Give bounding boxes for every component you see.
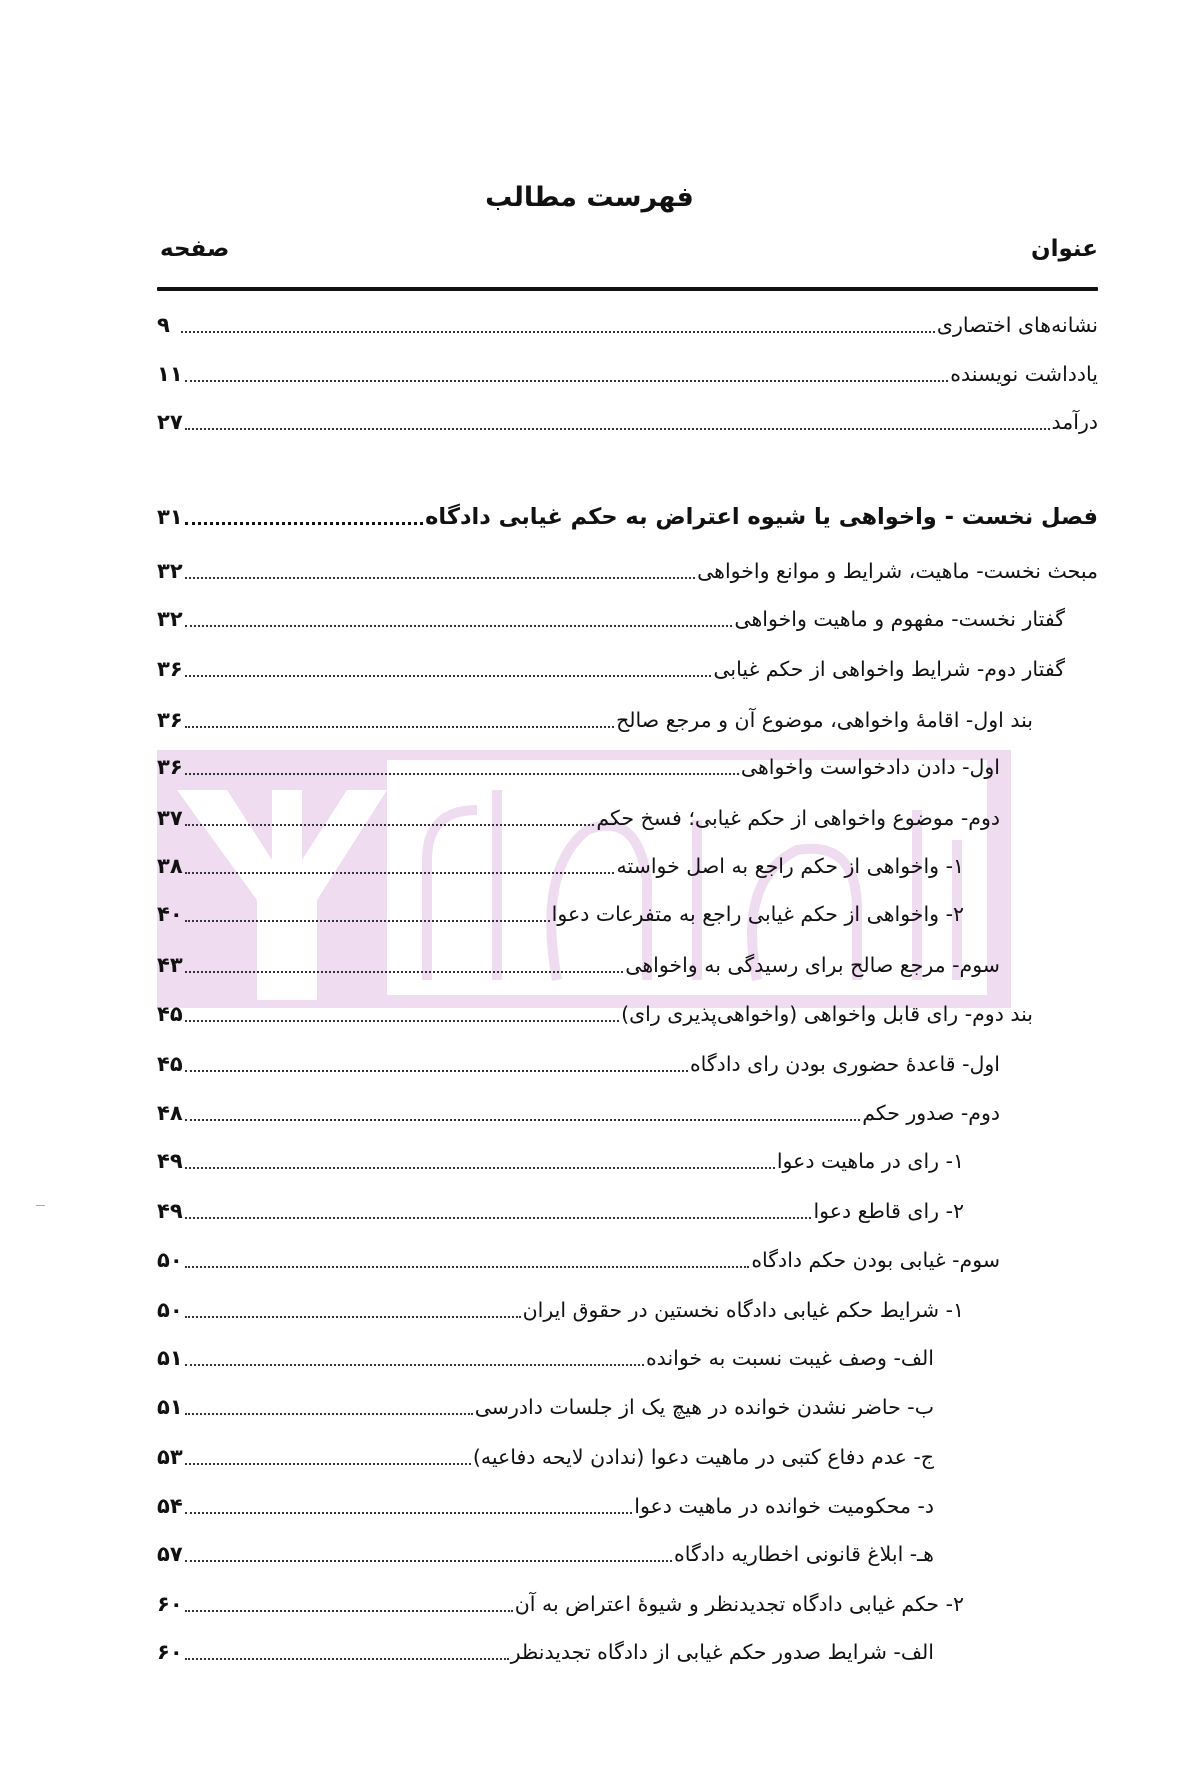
toc-entry-page-number: ۱۱ xyxy=(157,362,183,386)
dot-leader xyxy=(185,1658,509,1660)
toc-entry-title: ۲- حکم غیابی دادگاه تجدیدنظر و شیوهٔ اعتراض به آن xyxy=(514,1592,964,1616)
toc-entry-title: مبحث نخست- ماهیت، شرایط و موانع واخواهی xyxy=(697,559,1098,583)
toc-entry xyxy=(157,600,1065,634)
toc-entry xyxy=(157,1438,934,1472)
toc-entry-title: ۱- رای در ماهیت دعوا xyxy=(776,1149,964,1173)
dot-leader xyxy=(185,428,1050,430)
dot-leader xyxy=(185,1167,775,1169)
toc-entry-page-number: ۴۰ xyxy=(157,902,183,926)
toc-entry-title: گفتار نخست- مفهوم و ماهیت واخواهی xyxy=(734,607,1065,631)
toc-entry-page-number: ۵۴ xyxy=(157,1494,183,1518)
toc-entry xyxy=(157,306,1098,340)
toc-entry xyxy=(157,650,1065,684)
toc-entry-title: یادداشت نویسنده xyxy=(950,362,1098,386)
toc-entry-page-number: ۴۸ xyxy=(157,1101,183,1125)
dot-leader xyxy=(185,1119,861,1121)
toc-entry-page-number: ۵۰ xyxy=(157,1248,183,1272)
dot-leader xyxy=(185,824,595,826)
toc-entry xyxy=(157,1291,964,1325)
toc-entry-page-number: ۳۶ xyxy=(157,755,183,779)
toc-entry xyxy=(157,1045,1000,1079)
dot-leader xyxy=(185,971,624,973)
column-header-page: صفحه xyxy=(160,236,230,262)
toc-entry xyxy=(157,847,964,881)
toc-chapter-entry xyxy=(157,498,1098,532)
dot-leader xyxy=(185,1217,812,1219)
header-divider xyxy=(157,287,1098,291)
toc-entry xyxy=(157,1535,934,1569)
toc-entry-title: اول- دادن دادخواست واخواهی xyxy=(740,755,1000,779)
toc-entry-page-number: ۳۷ xyxy=(157,806,183,830)
toc-entry-page-number: ۳۲ xyxy=(157,559,183,583)
toc-entry-title: هـ- ابلاغ قانونی اخطاریه دادگاه xyxy=(673,1542,934,1566)
toc-entry-title: سوم- مرجع صالح برای رسیدگی به واخواهی xyxy=(625,953,1000,977)
toc-entry-page-number: ۴۵ xyxy=(157,1052,183,1076)
dot-leader xyxy=(181,331,935,333)
toc-entry-title: درآمد xyxy=(1051,410,1098,434)
toc-entry-title: بند دوم- رای قابل واخواهی (واخواهی‌پذیری رای) xyxy=(621,1002,1033,1026)
toc-entry xyxy=(157,1192,964,1226)
dot-leader xyxy=(185,1266,750,1268)
toc-entry xyxy=(157,403,1098,437)
toc-entry-title: ۲- رای قاطع دعوا xyxy=(813,1199,964,1223)
toc-entry xyxy=(157,895,964,929)
toc-entry-title: سوم- غیابی بودن حکم دادگاه xyxy=(751,1248,1000,1272)
toc-entry-page-number: ۹ xyxy=(157,313,170,337)
toc-entry xyxy=(157,995,1033,1029)
dot-leader xyxy=(185,920,550,922)
dot-leader xyxy=(185,675,712,677)
toc-entry-title: نشانه‌های اختصاری xyxy=(936,313,1098,337)
toc-entry-title: ۲- واخواهی از حکم غیابی راجع به متفرعات دعوا xyxy=(551,902,964,926)
toc-entry-title: ۱- واخواهی از حکم راجع به اصل خواسته xyxy=(616,854,964,878)
toc-entry-page-number: ۳۶ xyxy=(157,657,183,681)
toc-entry-page-number: ۶۰ xyxy=(157,1592,183,1616)
dot-leader xyxy=(185,726,614,728)
dot-leader xyxy=(185,1070,688,1072)
dot-leader xyxy=(185,380,949,382)
toc-entry xyxy=(157,1585,964,1619)
toc-entry-page-number: ۵۳ xyxy=(157,1445,183,1469)
toc-entry-title: د- محکومیت خوانده در ماهیت دعوا xyxy=(634,1494,934,1518)
dot-leader xyxy=(185,625,733,627)
toc-entry-title: الف- شرایط صدور حکم غیابی از دادگاه تجدیدنظر xyxy=(510,1640,934,1664)
toc-entry-title: الف- وصف غیبت نسبت به خوانده xyxy=(645,1346,934,1370)
page-title: فهرست مطالب xyxy=(485,182,694,213)
dot-leader xyxy=(185,1364,644,1366)
dot-leader xyxy=(185,773,739,775)
toc-entry-page-number: ۴۳ xyxy=(157,953,183,977)
dot-leader xyxy=(185,1316,521,1318)
toc-entry-title: ج- عدم دفاع کتبی در ماهیت دعوا (ندادن لایحه دفاعیه) xyxy=(472,1445,934,1469)
toc-entry-page-number: ۴۹ xyxy=(157,1199,183,1223)
toc-entry xyxy=(157,1388,934,1422)
toc-entry xyxy=(157,1094,1000,1128)
column-header-title: عنوان xyxy=(1030,236,1098,262)
toc-entry-page-number: ۴۵ xyxy=(157,1002,183,1026)
toc-entry-title: بند اول- اقامهٔ واخواهی، موضوع آن و مرجع صالح xyxy=(616,708,1033,732)
toc-entry xyxy=(157,1487,934,1521)
toc-entry-title: دوم- صدور حکم xyxy=(862,1101,1000,1125)
toc-entry-title: گفتار دوم- شرایط واخواهی از حکم غیابی xyxy=(713,657,1065,681)
toc-entry-page-number: ۵۰ xyxy=(157,1298,183,1322)
toc-entry-page-number: ۵۱ xyxy=(157,1346,183,1370)
dot-leader xyxy=(185,577,695,579)
toc-entry xyxy=(157,1339,934,1373)
dot-leader xyxy=(185,872,615,874)
dot-leader xyxy=(185,1560,672,1562)
toc-entry-page-number: ۳۸ xyxy=(157,854,183,878)
toc-entry-title: فصل نخست - واخواهی یا شیوه اعتراض به حکم غیابی دادگاه xyxy=(425,504,1098,530)
toc-entry xyxy=(157,946,1000,980)
toc-entry-title: دوم- موضوع واخواهی از حکم غیابی؛ فسخ حکم xyxy=(596,806,1000,830)
toc-entry-page-number: ۶۰ xyxy=(157,1640,183,1664)
toc-entry-page-number: ۴۹ xyxy=(157,1149,183,1173)
toc-entry-page-number: ۵۱ xyxy=(157,1395,183,1419)
toc-entry-title: ۱- شرایط حکم غیابی دادگاه نخستین در حقوق ایران xyxy=(522,1298,964,1322)
toc-entry xyxy=(157,1633,934,1667)
toc-entry-title: اول- قاعدهٔ حضوری بودن رای دادگاه xyxy=(689,1052,1000,1076)
toc-entry xyxy=(157,799,1000,833)
toc-entry-page-number: ۳۲ xyxy=(157,607,183,631)
toc-entry-title: ب- حاضر نشدن خوانده در هیچ یک از جلسات دادرسی xyxy=(474,1395,934,1419)
toc-entry xyxy=(157,1142,964,1176)
toc-entry xyxy=(157,1241,1000,1275)
toc-entry xyxy=(157,355,1098,389)
toc-entry xyxy=(157,748,1000,782)
toc-entry xyxy=(157,701,1033,735)
dot-leader xyxy=(185,522,424,525)
dot-leader xyxy=(185,1413,473,1415)
scan-mark xyxy=(36,1205,45,1206)
dot-leader xyxy=(185,1610,513,1612)
dot-leader xyxy=(185,1463,471,1465)
dot-leader xyxy=(185,1020,620,1022)
toc-entry-page-number: ۳۱ xyxy=(157,505,183,529)
toc-entry-page-number: ۳۶ xyxy=(157,708,183,732)
toc-entry-page-number: ۲۷ xyxy=(157,410,183,434)
toc-entry-page-number: ۵۷ xyxy=(157,1542,183,1566)
dot-leader xyxy=(185,1512,633,1514)
toc-entry xyxy=(157,552,1098,586)
